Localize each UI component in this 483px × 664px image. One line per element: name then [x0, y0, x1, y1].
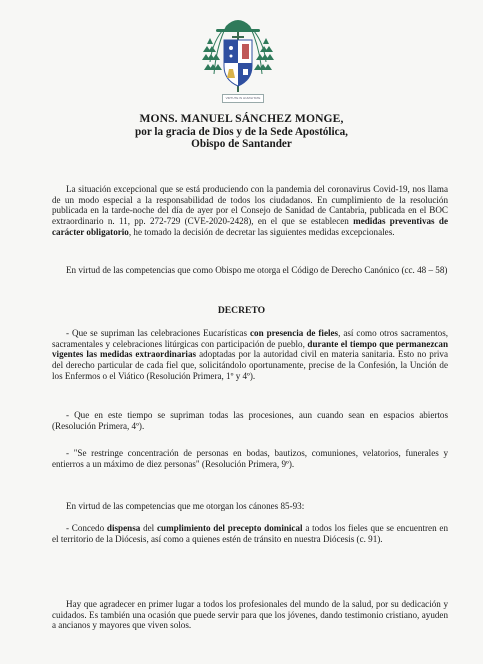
measure-1-text-c: , así como otros sacramentos, sacramentales y celebraciones litúrgicas con participación de pueblo, — [52, 328, 449, 349]
measure-1-text-e: adoptadas por la autoridad civil en materia sanitaria. Esto no priva del derecho particular de cada fiel que, solicitándolo oportunamente, precise de la Confesión, la Unción de los Enfermos o el Viático (Resolución Primera, 1º y 4º). — [52, 349, 448, 381]
intro-text-c: , he tomado la decisión de decretar las siguientes medidas excepcionales. — [128, 226, 395, 237]
measure-1 — [52, 328, 448, 382]
bishop-subtitle: por la gracia de Dios y de la Sede Apostólica, — [135, 125, 348, 138]
dispensation-text-c: del — [140, 523, 157, 533]
measure-1-bold-b: durante el tiempo que permanezcan vigentes las medidas extraordinarias — [52, 338, 449, 360]
bishop-heading — [0, 113, 483, 151]
dispensation-paragraph — [52, 523, 448, 544]
intro-paragraph — [52, 184, 448, 238]
canons-paragraph: En virtud de las competencias que me otorgan los cánones 85-93: — [66, 501, 305, 511]
dispensation-bold-a: dispensa — [106, 523, 141, 533]
intro-text-a: La situación excepcional que se está produciendo con la pandemia del coronavirus Covid-19, nos llama de un modo especial a la responsabilidad de todos los ciudadanos. En cumplimiento de la resolución publicada en la tarde-noche del día de ayer por el Consejo de Sanidad de Cantabria, publicada en el BOC extraordinario n. 11, pp. 272-729 (CVE-2020-2428), en el que se establecen — [52, 184, 448, 227]
closing-paragraph: Hay que agradecer en primer lugar a todos los profesionales del mundo de la salud, por su dedicación y cuidados. Es también una ocasión que puede servir para que los jóvenes, dando testimonio cristiano, ayuden a ancianos y mayores que viven solos. — [52, 599, 448, 631]
measure-1-bold-a: con presencia de fieles — [250, 328, 339, 338]
coat-of-arms-icon — [202, 14, 274, 98]
measure-2: - Que en este tiempo se supriman todas las procesiones, aun cuando sean en espacios abiertos (Resolución Primera, 4º). — [52, 410, 448, 431]
competences-paragraph: En virtud de las competencias que como Obispo me otorga el Código de Derecho Canónico (cc. 48 – 58) — [66, 265, 448, 275]
bishop-name: MONS. MANUEL SÁNCHEZ MONGE, — [139, 112, 344, 125]
bishop-role: Obispo de Santander — [191, 138, 292, 150]
dispensation-text-e: a todos los fieles que se encuentren en el territorio de la Diócesis, así como a quienes estén de tránsito en nuestra Diócesis (c. 91). — [52, 523, 448, 544]
measure-1-text-a: - Que se supriman las celebraciones Eucarísticas — [66, 328, 250, 338]
intro-text-bold: medidas preventivas de carácter obligatorio — [52, 216, 448, 237]
motto-ribbon: VIRTUTE IN HUMILITATE — [222, 94, 264, 103]
dispensation-bold-b: cumplimiento del precepto dominical — [156, 523, 303, 533]
decreto-title: DECRETO — [217, 305, 266, 316]
measure-3: - "Se restringe concentración de personas en bodas, bautizos, comuniones, velatorios, funerales y entierros a un máximo de diez personas" (Resolución Primera, 9º). — [52, 448, 448, 469]
dispensation-text-a: - Concedo — [66, 523, 107, 533]
